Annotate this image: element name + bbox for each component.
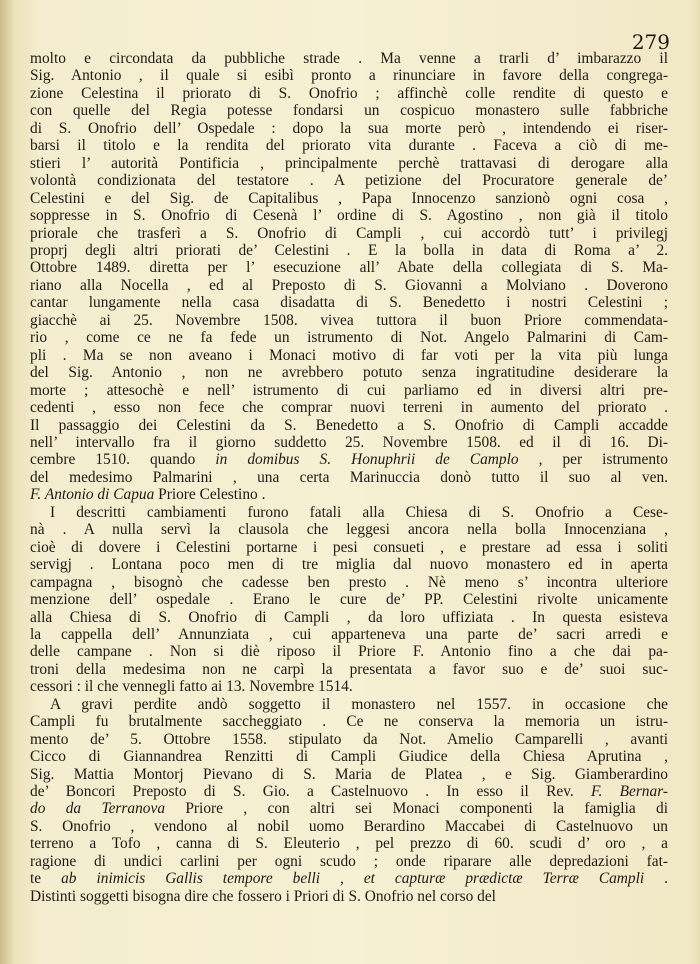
text-run: barsi il titolo e la rendita del priorato vita durante . Faceva a ciò di me- [30,137,668,155]
text-run: Il passaggio dei Celestini da S. Benedetto a S. Onofrio di Campli accadde [30,416,668,434]
text-line [30,364,668,381]
text-line [30,766,668,783]
text-line [30,870,668,887]
text-line [30,504,668,521]
text-line [30,626,668,643]
text-line [30,539,668,556]
text-run: cembre 1510. quando [30,451,216,469]
paragraph [30,50,668,504]
text-run: . [644,870,668,888]
text-run: mento de’ 5. Ottobre 1558. stipulato da Not. Amelio Camparelli , avanti [30,730,668,748]
text-run: Sig. Antonio , il quale si esibì pronto a rinunciare in favore della congrega- [30,67,668,85]
text-line [30,277,668,294]
text-run: delle campane . Non si diè riposo il Priore F. Antonio fino a che dai pa- [30,643,668,661]
text-line [30,731,668,748]
italic-text: ab inimicis Gallis tempore belli , et capturæ prædictæ Terræ Campli [61,870,645,888]
text-run: la cappella dell’ Annunziata , cui apparteneva una parte de’ sacri arredi e [30,625,668,643]
italic-text: in domibus S. Honuphrii de Camplo [215,451,519,469]
text-line [30,451,668,468]
text-run: nà . A nulla servì la clausola che leggesi ancora nella bolla Innocenziana , [30,521,668,539]
text-line [30,312,668,329]
text-run: cantar lungamente nella casa disadatta di S. Benedetto i nostri Celestini ; [30,294,668,312]
text-run: soppresse in S. Onofrio di Cesenà l’ ordine di S. Agostino , non già il titolo [30,207,668,225]
text-line [30,713,668,730]
text-line [30,521,668,538]
text-run: Celestini e del Sig. de Capitalibus , Papa Innocenzo sanzionò ogni cosa , [30,189,668,207]
text-line [30,207,668,224]
text-line [30,242,668,259]
text-line [30,102,668,119]
text-run: te [30,870,62,888]
text-run: giacchè ai 25. Novembre 1508. vivea tuttora il buon Priore commendata- [30,311,668,329]
text-line [30,155,668,172]
text-line [30,818,668,835]
text-run: servigj . Lontana poco men di tre miglia dal nuovo monastero ed in aperta [30,556,668,574]
text-line [30,853,668,870]
text-run: Sig. Mattia Montorj Pievano di S. Maria de Platea , e Sig. Giamberardino [30,765,668,783]
text-run: Cicco di Giannandrea Renzitti di Campli Giudice della Chiesa Aprutina , [30,748,668,766]
text-run: menzione dell’ ospedale . Erano le cure de’ PP. Celestini rivolte unicamente [30,591,668,609]
text-run: Priore Celestino . [154,486,266,504]
text-run: del Sig. Antonio , non ne avrebbero potuto senza ingratitudine desiderare la [30,364,668,382]
text-line [30,294,668,311]
text-line [30,120,668,137]
text-line [30,661,668,678]
italic-text: F. Bernar- [591,783,669,801]
text-run: zione Celestina il priorato di S. Onofrio ; affinchè colle rendite di questo e [30,84,668,102]
page-number: 279 [631,30,670,54]
text-run: riano alla Nocella , ed al Preposto di S. Giovanni a Molviano . Doverono [30,276,668,294]
text-line [30,783,668,800]
text-line [30,696,668,713]
text-run: Ottobre 1489. diretta per l’ esecuzione all’ Abate della collegiata di S. Ma- [30,259,668,277]
italic-text: F. Antonio di Capua [30,486,155,504]
text-run: nell’ intervallo fra il giorno suddetto 25. Novembre 1508. ed il dì 16. Di- [30,433,668,451]
text-line [30,678,668,695]
text-line [30,486,668,503]
text-run: priorale che trasferì a S. Onofrio di Campli , cui accordò tutt’ i privilegj [30,224,668,242]
text-line [30,469,668,486]
text-run: proprj degli altri priorati de’ Celestini . E la bolla in data di Roma a’ 2. [30,241,668,259]
text-run: , per istrumento [518,451,669,469]
text-line [30,591,668,608]
text-line [30,800,668,817]
text-line [30,835,668,852]
text-run: S. Onofrio , vendono al nobil uomo Berardino Maccabei di Castelnuovo un [30,817,668,835]
text-run: I descritti cambiamenti furono fatali alla Chiesa di S. Onofrio a Cese- [50,503,668,521]
text-run: Distinti soggetti bisogna dire che fossero i Priori di S. Onofrio nel corso del [30,887,496,905]
text-line [30,172,668,189]
text-run: rio , come ce ne fa fede un istrumento di Not. Angelo Palmarini di Cam- [30,329,668,347]
text-run: alla Chiesa di S. Onofrio di Campli , da loro uffiziata . In questa esisteva [30,608,668,626]
text-line [30,67,668,84]
text-line [30,225,668,242]
text-run: terreno a Tofo , canna di S. Eleuterio , pel prezzo di 60. scudi d’ oro , a [30,835,668,853]
binding-shadow [0,0,14,964]
text-line [30,434,668,451]
text-run: pli . Ma se non aveano i Monaci motivo di far voti per la vita più lunga [30,346,668,364]
text-run: campagna , bisognò che cadesse ben presto . Nè meno s’ incontra ulteriore [30,573,668,591]
text-line [30,556,668,573]
text-line [30,888,668,905]
text-line [30,609,668,626]
text-run: con quelle del Regia potesse fondarsi un cospicuo monastero sulle fabbriche [30,102,668,120]
text-line [30,347,668,364]
text-run: troni della medesima non ne carpì la presentata a favor suo e de’ suoi suc- [30,660,668,678]
text-run: stieri l’ autorità Pontificia , principalmente perchè trattavasi di derogare alla [30,154,668,172]
text-line [30,329,668,346]
paragraph [30,504,668,696]
text-line [30,190,668,207]
text-run: morte ; attesochè e nell’ istrumento di cui parliamo ed in diversi altri pre- [30,381,668,399]
text-run: cessori : il che vennegli fatto ai 13. Novembre 1514. [30,678,353,696]
italic-text: do da Terranova [30,800,166,818]
text-run: ragione di undici carlini per ogni scudo ; onde riparare alle depredazioni fat- [30,852,668,870]
text-line [30,50,668,67]
text-line [30,137,668,154]
text-run: Priore , con altri sei Monaci componenti la famiglia di [165,800,669,818]
text-line [30,382,668,399]
text-run: de’ Boncori Preposto di S. Gio. a Castelnuovo . In esso il Rev. [30,783,592,801]
text-line [30,748,668,765]
text-run: volontà condizionata del testatore . A petizione del Procuratore generale de’ [30,172,668,190]
text-run: molto e circondata da pubbliche strade . Ma venne a trarli d’ imbarazzo il [30,50,668,67]
text-run: Campli fu brutalmente saccheggiato . Ce ne conserva la memoria un istru- [30,713,668,731]
body-text [30,50,668,905]
text-line [30,85,668,102]
text-run: cedenti , esso non fece che comprar nuovi terreni in aumento del priorato . [30,399,668,417]
text-line [30,399,668,416]
text-run: del medesimo Palmarini , una certa Marinuccia donò tutto il suo al ven. [30,468,668,486]
text-line [30,574,668,591]
paragraph [30,696,668,905]
text-line [30,259,668,276]
text-line [30,643,668,660]
text-run: cioè di dovere i Celestini portarne i pesi consueti , e prestare ad essa i soliti [30,538,668,556]
text-run: di S. Onofrio dell’ Ospedale : dopo la sua morte però , intendendo ei riser- [30,119,668,137]
text-line [30,417,668,434]
text-run: A gravi perdite andò soggetto il monastero nel 1557. in occasione che [50,695,668,713]
